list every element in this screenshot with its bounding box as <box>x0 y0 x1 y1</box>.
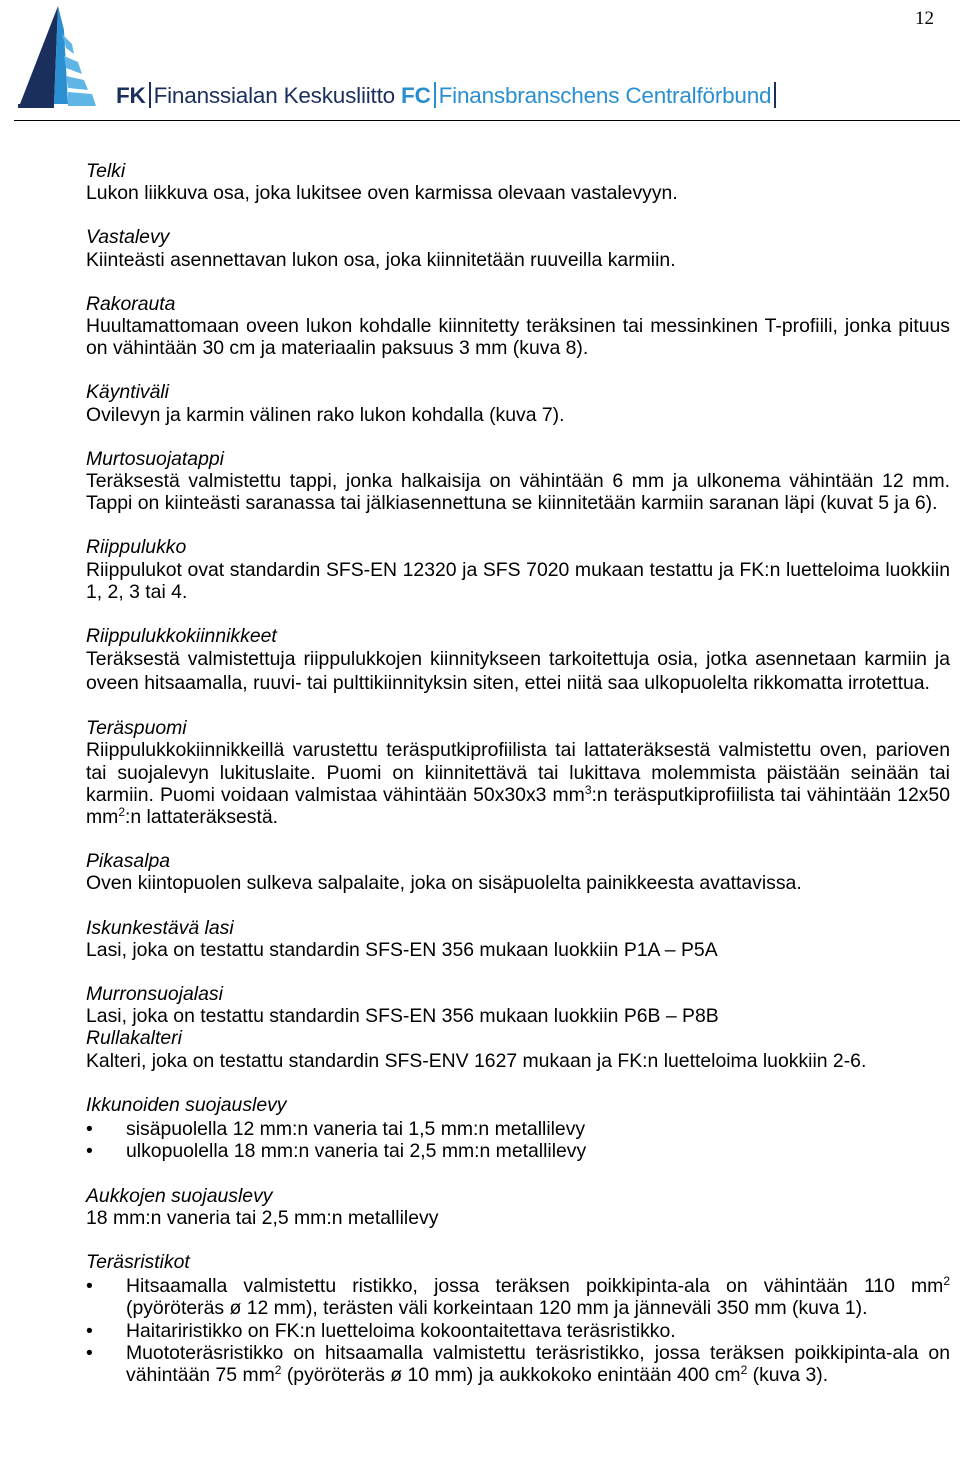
superscript: 2 <box>118 805 125 820</box>
list-item: • ulkopuolella 18 mm:n vaneria tai 2,5 mm:n metallilevy <box>86 1140 950 1162</box>
entry-kayntivali <box>86 381 950 425</box>
superscript: 2 <box>943 1274 950 1289</box>
definition-text: Riippulukkokiinnikkeillä varustettu teräsputkiprofiilista tai lattateräksestä valmistettu oven, parioven tai suojalevyn lukituslaite. Puomi on kiinnitettävä tai lukittava molemmista päistään seinään tai karmiin. Puomi voidaan valmistaa vähintään 50x30x3 mm <box>86 739 950 806</box>
term: Pikasalpa <box>86 850 171 873</box>
term: Teräsristikot <box>86 1250 190 1273</box>
term: Murronsuojalasi <box>86 983 223 1006</box>
fk-abbreviation: FK <box>116 83 146 108</box>
definition: Kiinteästi asennettavan lukon osa, joka kiinnitetään ruuveilla karmiin. <box>86 248 676 271</box>
entry-riippulukkokiinnikkeet <box>86 625 950 695</box>
list-item <box>86 1342 950 1386</box>
fc-name: Finansbranschens Centralförbund <box>438 83 772 108</box>
fc-abbreviation: FC <box>401 83 431 108</box>
definition-text: :n teräsputkiprofiilista tai vähintään 12x50 mm <box>86 783 950 829</box>
definition: Lasi, joka on testattu standardin SFS-EN 356 mukaan luokkiin P1A – P5A <box>86 938 718 961</box>
term: Ikkunoiden suojauslevy <box>86 1093 287 1116</box>
definition: Lasi, joka on testattu standardin SFS-EN 356 mukaan luokkiin P6B – P8B <box>86 1005 719 1028</box>
definition <box>86 739 950 828</box>
entry-aukkojen-suojauslevy <box>86 1185 950 1229</box>
list-item: • sisäpuolella 12 mm:n vaneria tai 1,5 mm:n metallilevy <box>86 1118 950 1140</box>
item-text: Muototeräsristikko on hitsaamalla valmistettu teräsristikko, jossa teräksen poikkipinta-ala on vähintään 75 mm <box>126 1341 950 1386</box>
term: Rakorauta <box>86 292 176 315</box>
term: Telki <box>86 160 126 182</box>
term: Käyntiväli <box>86 381 169 404</box>
entry-riippulukko <box>86 536 950 603</box>
item-text: Hitsaamalla valmistettu ristikko, jossa teräksen poikkipinta-ala on vähintään 110 mm <box>126 1275 944 1298</box>
superscript: 3 <box>584 782 592 797</box>
superscript: 2 <box>274 1362 282 1377</box>
item-text: (pyöröteräs ø 10 mm) ja aukkokoko enintään 400 cm <box>281 1363 741 1386</box>
definition: Huultamattomaan oveen lukon kohdalle kiinnitetty teräksinen tai messinkinen T-profiili, jonka pituus on vähintään 30 cm ja materiaalin paksuus 3 mm (kuva 8). <box>86 315 950 360</box>
definition: Teräksestä valmistettuja riippulukkojen kiinnitykseen tarkoitettuja osia, jotka asennetaan karmiin ja oveen hitsaamalla, ruuvi- tai pulttikiinnityksin siten, ettei niitä saa ulkopuolelta rikkomatta irrotettua. <box>86 648 950 695</box>
entry-rakorauta <box>86 293 950 360</box>
header-rule <box>14 120 960 121</box>
list-item: • Haitariristikko on FK:n luetteloima kokoontaitettava teräsristikko. <box>86 1320 950 1342</box>
item-text: (pyöröteräs ø 12 mm), terästen väli korkeintaan 120 mm ja jänneväli 350 mm (kuva 1). <box>126 1297 868 1320</box>
term: Vastalevy <box>86 226 170 249</box>
definition: Oven kiintopuolen sulkeva salpalaite, joka on sisäpuolelta painikkeesta avattavissa. <box>86 872 802 895</box>
fk-name: Finanssialan Keskusliitto <box>153 83 395 108</box>
entry-vastalevy <box>86 226 950 270</box>
definition-text: :n lattateräksestä. <box>125 806 279 829</box>
term: Rullakalteri <box>86 1027 182 1050</box>
bullet-list <box>86 1118 950 1162</box>
page-number: 12 <box>915 8 934 29</box>
organization-name <box>116 82 779 109</box>
entry-rullakalteri <box>86 1027 950 1071</box>
definition: 18 mm:n vaneria tai 2,5 mm:n metallilevy <box>86 1206 439 1229</box>
entry-telki <box>86 160 950 204</box>
term: Teräspuomi <box>86 717 187 740</box>
term: Riippulukkokiinnikkeet <box>86 625 277 648</box>
entry-pikasalpa <box>86 850 950 894</box>
glossary <box>86 160 950 1386</box>
list-item <box>86 1275 950 1319</box>
term: Riippulukko <box>86 536 187 559</box>
fk-logo-icon <box>16 4 116 112</box>
entry-teraspuomi <box>86 717 950 828</box>
definition: Lukon liikkuva osa, joka lukitsee oven karmissa olevaan vastalevyyn. <box>86 182 678 205</box>
term: Murtosuojatappi <box>86 447 224 470</box>
definition: Ovilevyn ja karmin välinen rako lukon kohdalla (kuva 7). <box>86 403 565 426</box>
entry-terasristikot <box>86 1251 950 1386</box>
entry-iskunkestava-lasi <box>86 917 950 961</box>
brand-divider <box>774 82 776 108</box>
definition: Kalteri, joka on testattu standardin SFS-ENV 1627 mukaan ja FK:n luetteloima luokkiin 2-6. <box>86 1049 867 1072</box>
brand-divider <box>149 82 151 108</box>
bullet-list <box>86 1275 950 1386</box>
entry-murtosuojatappi <box>86 448 950 515</box>
entry-murronsuojalasi <box>86 983 950 1027</box>
definition: Riippulukot ovat standardin SFS-EN 12320 ja SFS 7020 mukaan testattu ja FK:n luetteloima luokkiin 1, 2, 3 tai 4. <box>86 558 950 603</box>
entry-ikkunoiden-suojauslevy <box>86 1094 950 1163</box>
term: Aukkojen suojauslevy <box>86 1184 273 1207</box>
item-text: (kuva 3). <box>747 1363 829 1386</box>
definition: Teräksestä valmistettu tappi, jonka halkaisija on vähintään 6 mm ja ulkonema vähintään 12 mm. Tappi on kiinteästi saranassa tai jälkiasennettuna se kiinnitetään karmiin saranan läpi (kuvat 5 ja 6). <box>86 470 950 515</box>
term: Iskunkestävä lasi <box>86 916 234 939</box>
brand-divider <box>434 82 436 108</box>
superscript: 2 <box>740 1362 748 1377</box>
